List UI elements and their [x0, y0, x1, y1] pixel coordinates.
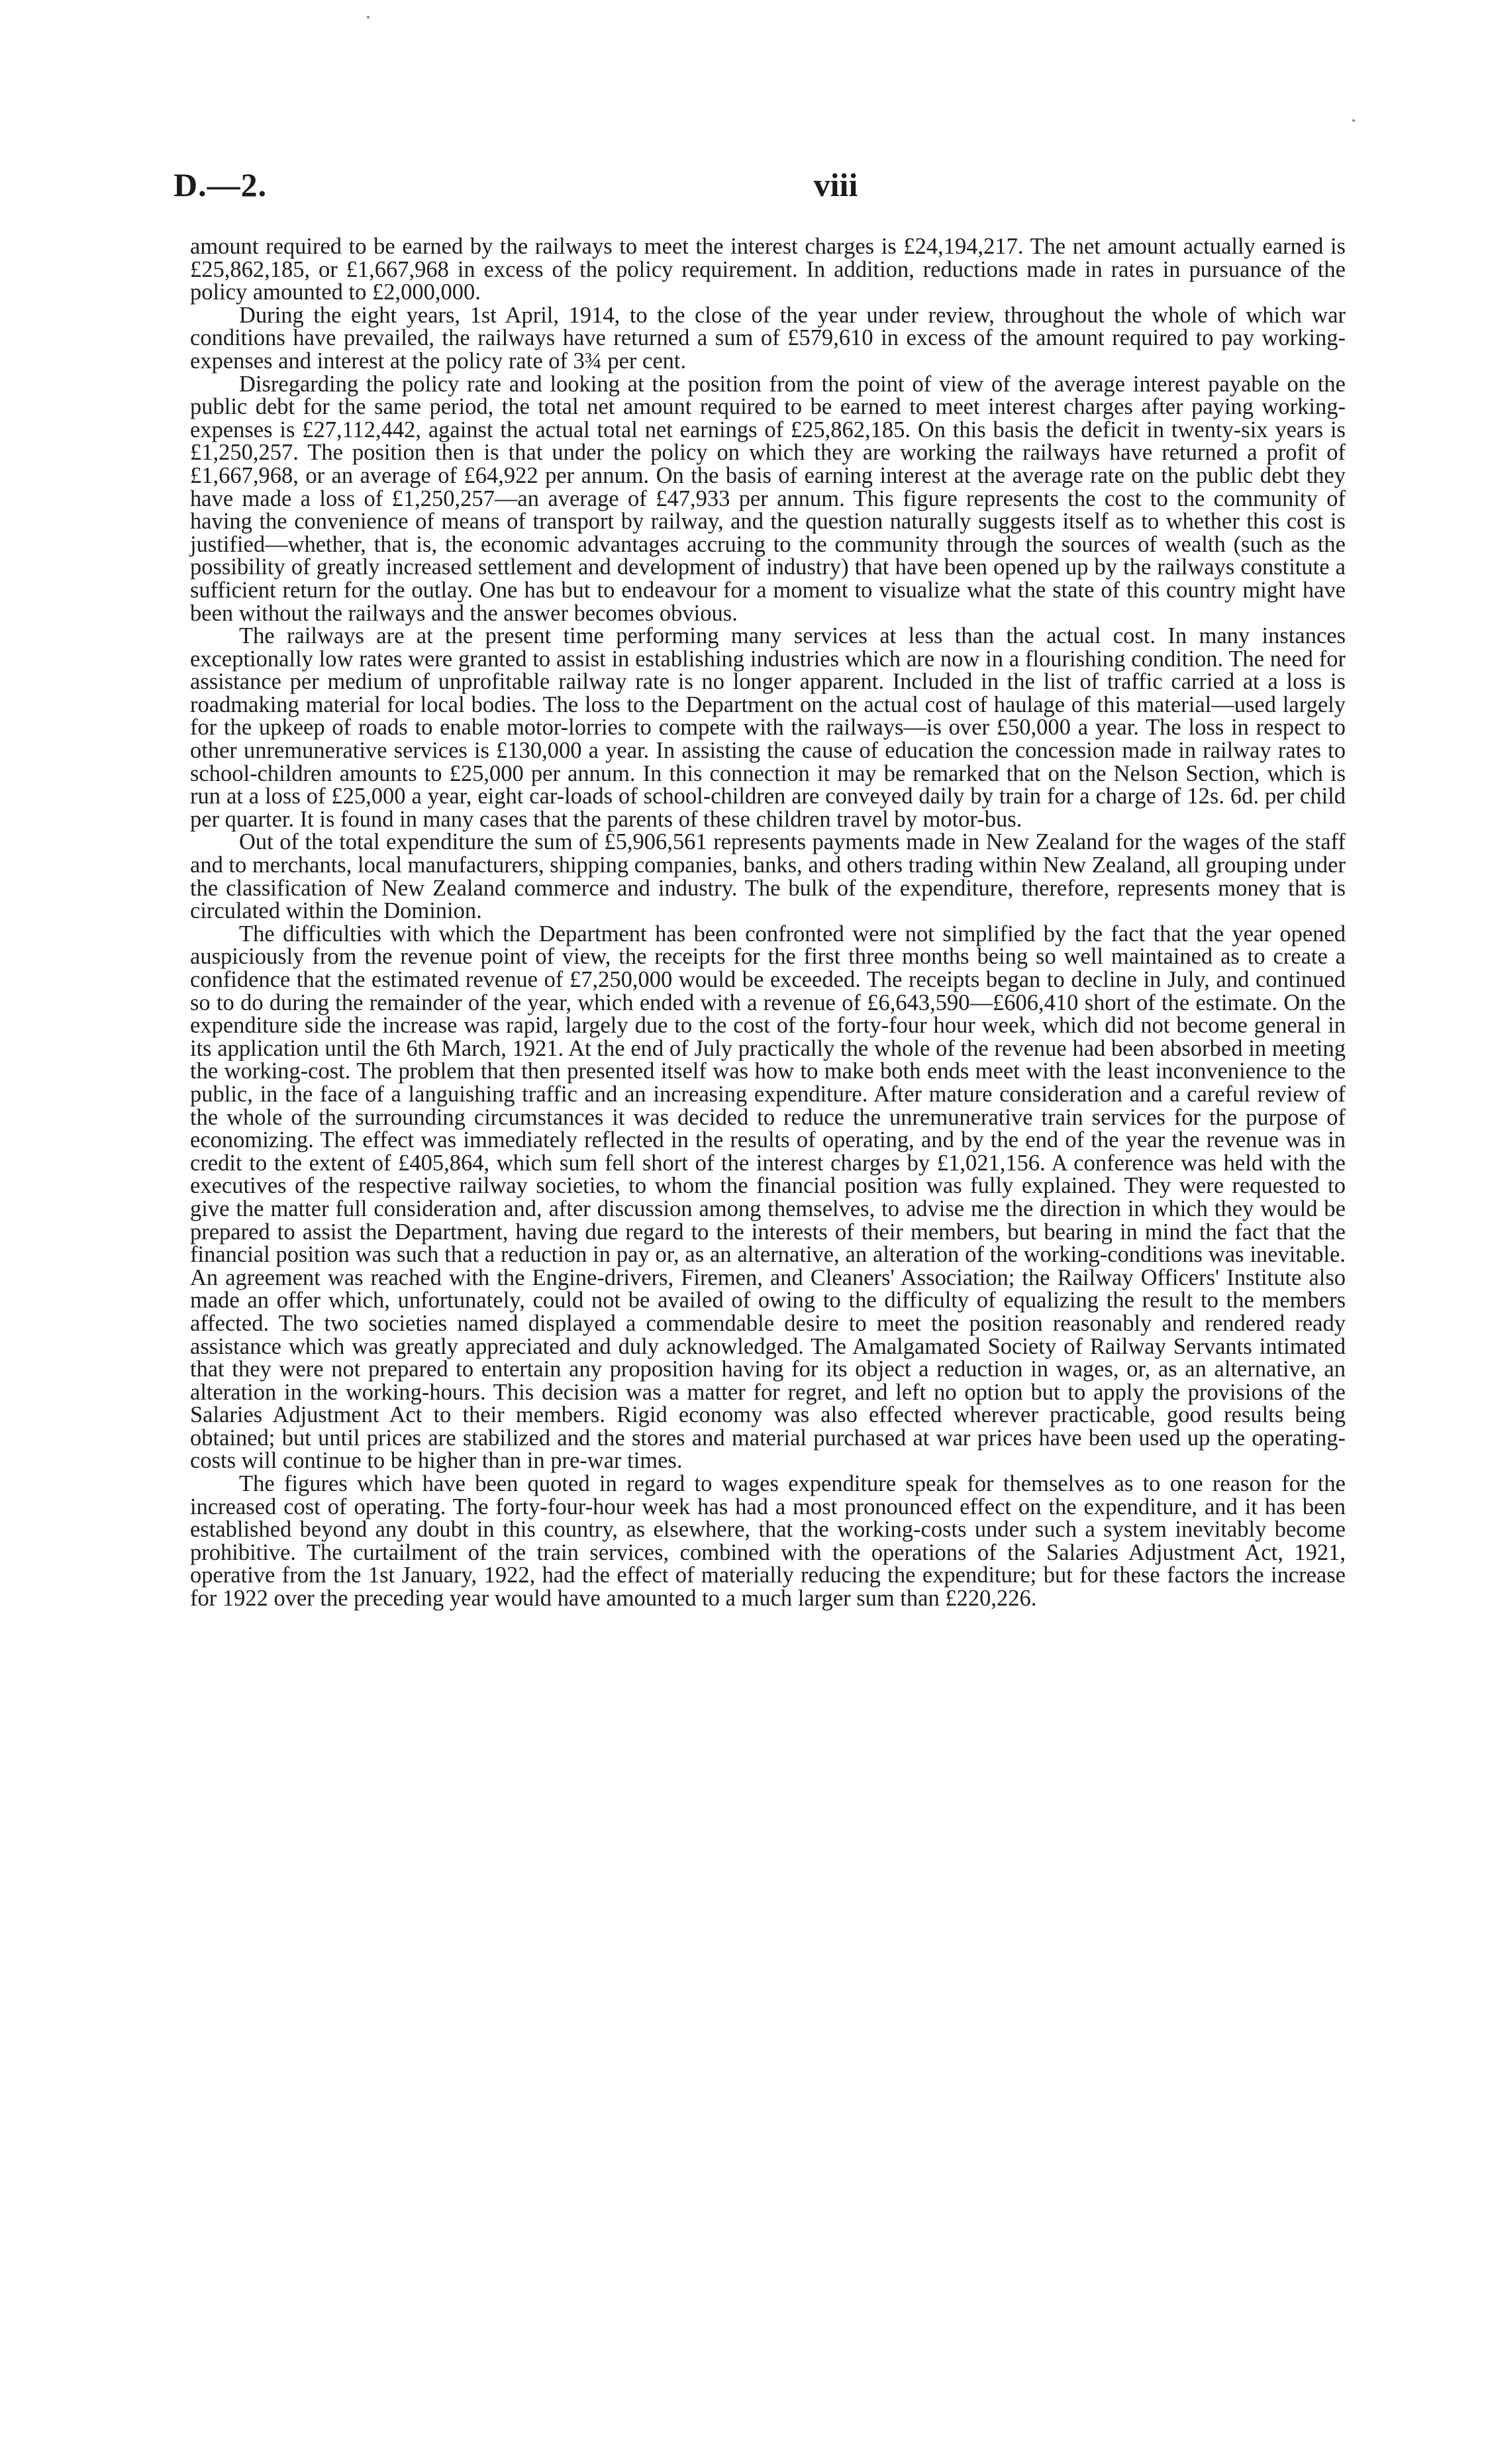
paragraph-expenditure-nz: Out of the total expenditure the sum of £5,906,561 represents payments made in New Zealand for the wages of the staff and to merchants, local manufacturers, shipping companies, banks, and others trading within New Zealand, all grouping under the classification of New Zealand commerce and industry. The bulk of the expenditure, therefore, represents money that is circulated within the Dominion. — [190, 829, 1346, 924]
paragraph-public-debt: Disregarding the policy rate and looking at the position from the point of view of the average interest payable on the public debt for the same period, the total net amount required to be earned to meet interest charges after paying working-expenses is £27,112,442, against the actual total net earnings of £25,862,185. On this basis the deficit in twenty-six years is £1,250,257. The position then is that under the policy on which they are working the railways have returned a profit of £1,667,968, or an average of £64,922 per annum. On the basis of earning interest at the average rate on the public debt they have made a loss of £1,250,257—an average of £47,933 per annum. This figure represents the cost to the community of having the convenience of means of transport by railway, and the question naturally suggests itself as to whether this cost is justified—whether, that is, the economic advantages accruing to the community through the sources of wealth (such as the possibility of greatly increased settlement and development of industry) that have been opened up by the railways constitute a sufficient return for the outlay. One has but to endeavour for a moment to visualize what the state of this country might have been without the railways and the answer becomes obvious. — [190, 371, 1346, 626]
paragraph-continuation: amount required to be earned by the railways to meet the interest charges is £24,194,217. The net amount actually earned is £25,862,185, or £1,667,968 in excess of the policy requirement. In addition, reductions made in rates in pursuance of the policy amounted to £2,000,000. — [190, 234, 1346, 305]
document-reference: D.—2. — [173, 166, 268, 203]
scan-speck — [367, 16, 370, 19]
paragraph-war-years: During the eight years, 1st April, 1914, to the close of the year under review, throughout the whole of which war conditions have prevailed, the railways have returned a sum of £579,610 in excess of the amount required to pay working-expenses and interest at the policy rate of 3¾ per cent. — [190, 302, 1346, 374]
page-header — [173, 166, 1352, 212]
paragraph-wages-expenditure: The figures which have been quoted in regard to wages expenditure speak for themselves as to one reason for the increased cost of operating. The forty-four-hour week has had a most pronounced effect on the expenditure, and it has been established beyond any doubt in this country, as elsewhere, that the working-costs under such a system inevitably become prohibitive. The curtailment of the train services, combined with the operations of the Salaries Adjustment Act, 1921, operative from the 1st January, 1922, had the effect of materially reducing the expenditure; but for these factors the increase for 1922 over the preceding year would have amounted to a much larger sum than £220,226. — [190, 1471, 1346, 1612]
body-text — [190, 235, 1346, 1610]
page-number: viii — [813, 166, 858, 203]
scan-speck — [1352, 119, 1355, 122]
paragraph-difficulties: The difficulties with which the Department has been confronted were not simplified by the fact that the year opened auspiciously from the revenue point of view, the receipts for the first three months being so well maintained as to create a confidence that the estimated revenue of £7,250,000 would be exceeded. The receipts began to decline in July, and continued so to do during the remainder of the year, which ended with a revenue of £6,643,590—£606,410 short of the estimate. On the expenditure side the increase was rapid, largely due to the cost of the forty-four hour week, which did not become general in its application until the 6th March, 1921. At the end of July practically the whole of the revenue had been absorbed in meeting the working-cost. The problem that then presented itself was how to make both ends meet with the least inconvenience to the public, in the face of a languishing traffic and an increasing expenditure. After mature consideration and a careful review of the whole of the surrounding circumstances it was decided to reduce the unremunerative train services for the purpose of economizing. The effect was immediately reflected in the results of operating, and by the end of the year the revenue was in credit to the extent of £405,864, which sum fell short of the interest charges by £1,021,156. A conference was held with the executives of the respective railway societies, to whom the financial position was fully explained. They were requested to give the matter full consideration and, after discussion among themselves, to advise me the direction in which they would be prepared to assist the Department, having due regard to the interests of their members, but bearing in mind the fact that the financial position was such that a reduction in pay or, as an alternative, an alteration of the working-conditions was inevitable. An agreement was reached with the Engine-drivers, Firemen, and Cleaners' Association; the Railway Officers' Institute also made an offer which, unfortunately, could not be availed of owing to the difficulty of equalizing the result to the members affected. The two societies named displayed a commendable desire to meet the position reasonably and rendered ready assistance which was greatly appreciated and duly acknowledged. The Amalgamated Society of Railway Servants intimated that they were not prepared to entertain any proposition having for its object a reduction in wages, or, as an alternative, an alteration in the working-hours. This decision was a matter for regret, and left no option but to apply the provisions of the Salaries Adjustment Act to their members. Rigid economy was also effected wherever practicable, good results being obtained; but until prices are stabilized and the stores and material purchased at war prices have been used up the operating-costs will continue to be higher than in pre-war times. — [190, 921, 1346, 1474]
paragraph-services-below-cost: The railways are at the present time performing many services at less than the actual cost. In many instances exceptionally low rates were granted to assist in establishing industries which are now in a flourishing condition. The need for assistance per medium of unprofitable railway rate is no longer apparent. Included in the list of traffic carried at a loss is roadmaking material for local bodies. The loss to the Department on the actual cost of haulage of this material—used largely for the upkeep of roads to enable motor-lorries to compete with the railways—is over £50,000 a year. The loss in respect to other unremunerative services is £130,000 a year. In assisting the cause of education the concession made in railway rates to school-children amounts to £25,000 per annum. In this connection it may be remarked that on the Nelson Section, which is run at a loss of £25,000 a year, eight car-loads of school-children are conveyed daily by train for a charge of 12s. 6d. per child per quarter. It is found in many cases that the parents of these children travel by motor-bus. — [190, 623, 1346, 832]
